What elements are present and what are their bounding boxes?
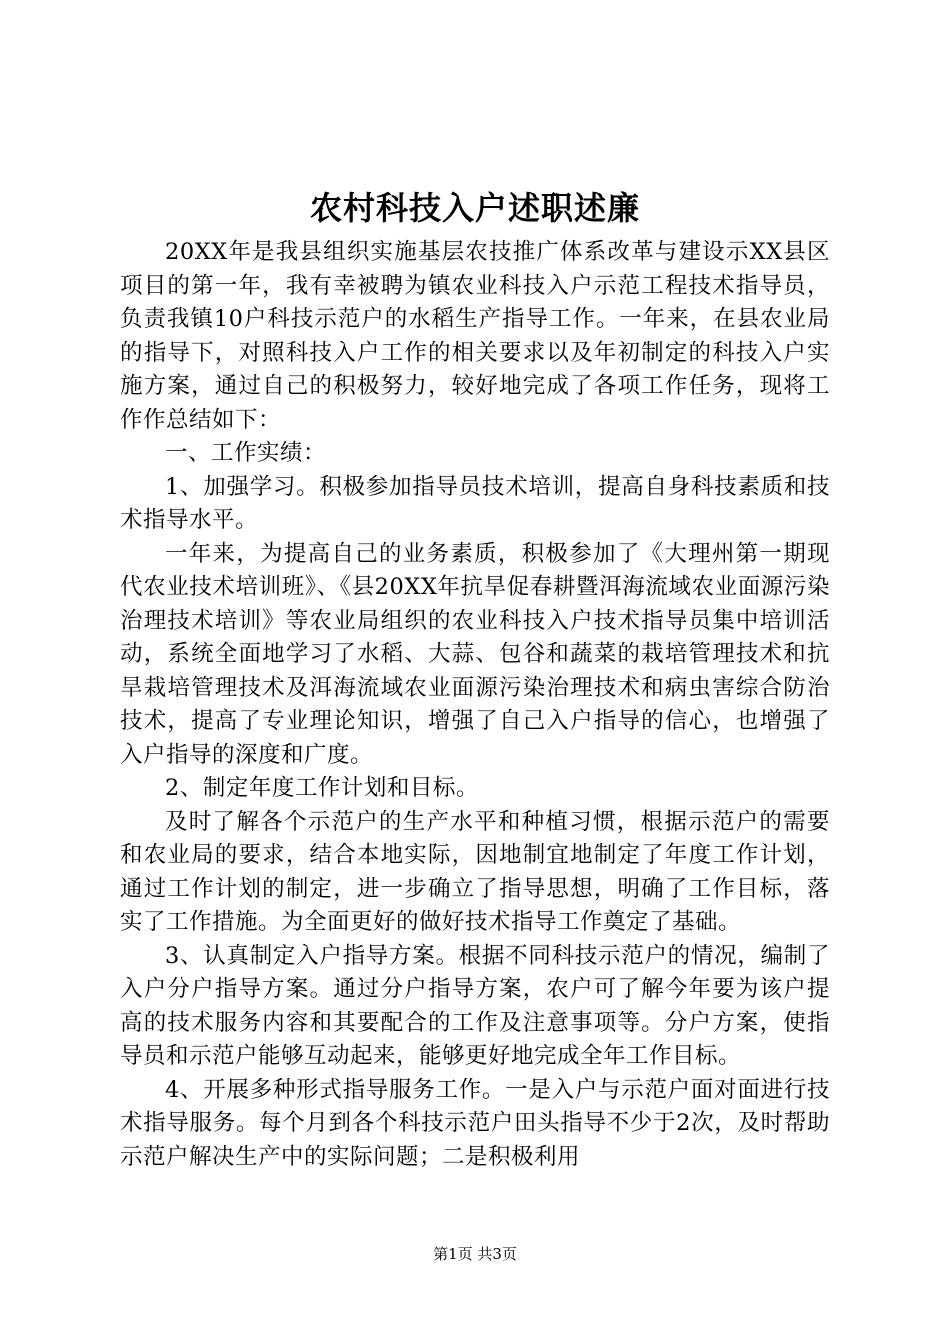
paragraph-section-heading: 一、工作实绩： (165, 440, 327, 466)
paragraph-item-1: 1、加强学习。积极参加指导员技术培训，提高自身科技素质和技术指导水平。 (120, 473, 830, 533)
paragraph-item-1-detail: 一年来，为提高自己的业务素质，积极参加了《大理州第一期现代农业技术培训班》、《县20XX年抗旱促春耕暨洱海流域农业面源污染治理技术培训》等农业局组织的农业科技入户技术指导员集中培训活动，系统全面地学习了水稻、大蒜、包谷和蔬菜的栽培管理技术和抗旱栽培管理技术及洱海流域农业面源污染治理技术和病虫害综合防治技术，提高了专业理论知识，增强了自己入户指导的信心，也增强了入户指导的深度和广度。 (120, 540, 830, 768)
paragraph-item-4: 4、开展多种形式指导服务工作。一是入户与示范户面对面进行技术指导服务。每个月到各个科技示范户田头指导不少于2次，及时帮助示范户解决生产中的实际问题；二是积极利用 (120, 1076, 830, 1170)
paragraph-item-3: 3、认真制定入户指导方案。根据不同科技示范户的情况，编制了入户分户指导方案。通过分户指导方案，农户可了解今年要为该户提高的技术服务内容和其要配合的工作及注意事项等。分户方案，使指导员和示范户能够互动起来，能够更好地完成全年工作目标。 (120, 942, 830, 1069)
document-body (120, 236, 830, 1174)
page-number-footer: 第1页 共3页 (433, 1245, 517, 1263)
paragraph-item-2-detail: 及时了解各个示范户的生产水平和种植习惯，根据示范户的需要和农业局的要求，结合本地实际，因地制宜地制定了年度工作计划，通过工作计划的制定，进一步确立了指导思想，明确了工作目标，落实了工作措施。为全面更好的做好技术指导工作奠定了基础。 (120, 808, 830, 935)
document-title: 农村科技入户述职述廉 (309, 189, 640, 227)
paragraph-item-2: 2、制定年度工作计划和目标。 (165, 775, 479, 801)
paragraph-intro: 20XX年是我县组织实施基层农技推广体系改革与建设示XX县区项目的第一年，我有幸被聘为镇农业科技入户示范工程技术指导员，负责我镇10户科技示范户的水稻生产指导工作。一年来，在县农业局的指导下，对照科技入户工作的相关要求以及年初制定的科技入户实施方案，通过自己的积极努力，较好地完成了各项工作任务，现将工作作总结如下： (120, 239, 830, 433)
